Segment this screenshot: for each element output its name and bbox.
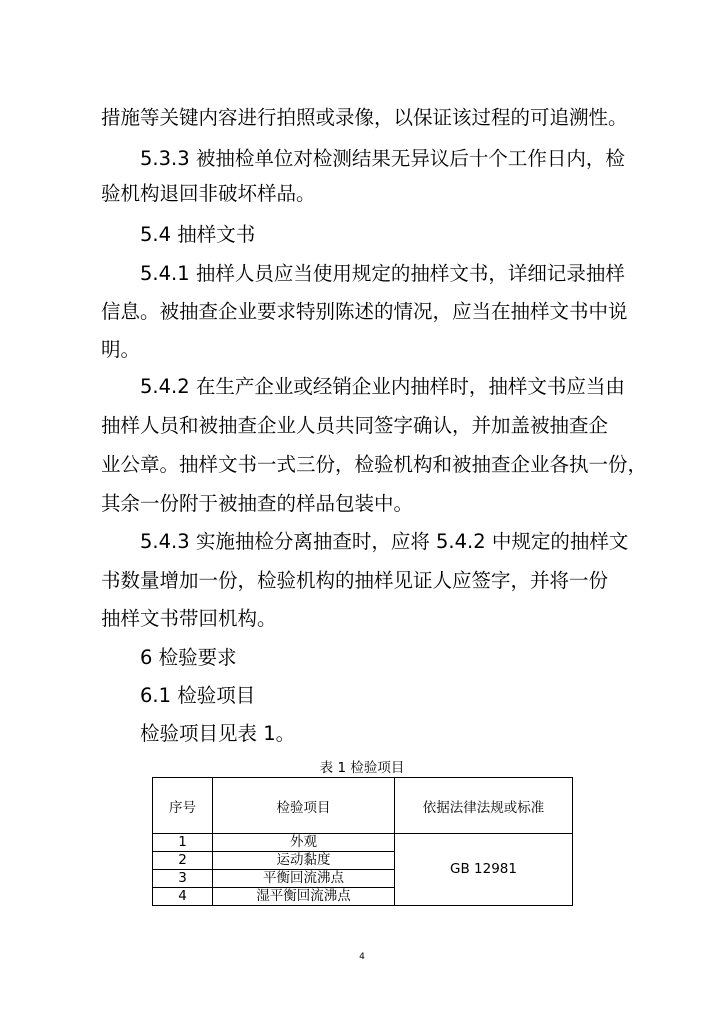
cell-item: 湿平衡回流沸点 xyxy=(213,888,395,906)
paragraph-line: 检验项目见表 1。 xyxy=(140,722,296,745)
paragraph-line: 其余一份附于被抽查的样品包装中。 xyxy=(101,492,414,515)
paragraph-line: 信息。被抽查企业要求特别陈述的情况，应当在抽样文书中说 xyxy=(101,300,628,323)
section-heading: 5.4 抽样文书 xyxy=(140,223,256,246)
paragraph-line: 5.4.1 抽样人员应当使用规定的抽样文书，详细记录抽样 xyxy=(140,262,625,285)
cell-item: 外观 xyxy=(213,834,395,852)
cell-item: 平衡回流沸点 xyxy=(213,870,395,888)
page-number: 4 xyxy=(359,952,365,962)
table-row xyxy=(153,834,573,852)
inspection-items-table xyxy=(152,777,573,906)
cell-item: 运动黏度 xyxy=(213,852,395,870)
cell-number: 4 xyxy=(153,888,213,906)
paragraph-line: 业公章。抽样文书一式三份，检验机构和被抽查企业各执一份， xyxy=(101,453,648,476)
paragraph-line: 验机构退回非破坏样品。 xyxy=(101,182,316,205)
paragraph-line: 措施等关键内容进行拍照或录像，以保证该过程的可追溯性。 xyxy=(101,106,628,129)
paragraph-line: 抽样人员和被抽查企业人员共同签字确认，并加盖被抽查企 xyxy=(101,414,609,437)
cell-number: 2 xyxy=(153,852,213,870)
paragraph-line: 5.3.3 被抽检单位对检测结果无异议后十个工作日内，检 xyxy=(140,147,625,170)
cell-number: 3 xyxy=(153,870,213,888)
cell-standard: GB 12981 xyxy=(395,834,573,906)
column-header-standard: 依据法律法规或标准 xyxy=(395,778,573,834)
paragraph-line: 明。 xyxy=(101,338,141,361)
section-heading: 6.1 检验项目 xyxy=(140,684,256,707)
table-header-row xyxy=(153,778,573,834)
section-heading: 6 检验要求 xyxy=(140,646,237,669)
table-caption: 表 1 检验项目 xyxy=(319,760,405,776)
column-header-item: 检验项目 xyxy=(213,778,395,834)
column-header-number: 序号 xyxy=(153,778,213,834)
paragraph-line: 书数量增加一份，检验机构的抽样见证人应签字，并将一份 xyxy=(101,569,609,592)
cell-number: 1 xyxy=(153,834,213,852)
paragraph-line: 抽样文书带回机构。 xyxy=(101,607,277,630)
paragraph-line: 5.4.3 实施抽检分离抽查时，应将 5.4.2 中规定的抽样文 xyxy=(140,530,629,553)
paragraph-line: 5.4.2 在生产企业或经销企业内抽样时，抽样文书应当由 xyxy=(140,375,625,398)
